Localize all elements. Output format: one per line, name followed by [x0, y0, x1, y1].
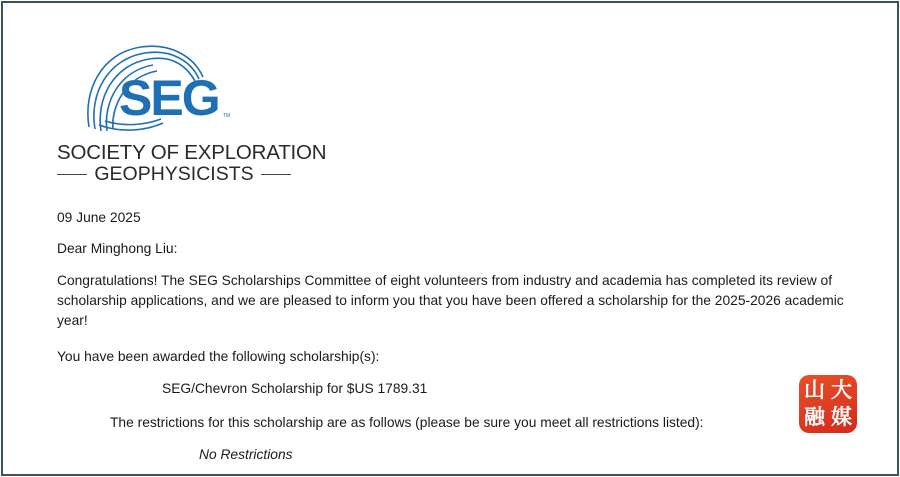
scholarship-name: SEG/Chevron Scholarship for $US 1789.31 [162, 381, 428, 396]
salutation: Dear Minghong Liu: [57, 241, 178, 256]
watermark-char: 媒 [831, 405, 852, 429]
seg-globe-logo [81, 41, 231, 137]
letter-page [1, 1, 899, 476]
divider-left [57, 174, 87, 176]
org-name-line2-text: GEOPHYSICISTS [94, 163, 254, 185]
awarded-intro: You have been awarded the following scholarship(s): [57, 349, 380, 364]
org-name-line2 [57, 163, 291, 186]
restrictions-intro: The restrictions for this scholarship are as follows (please be sure you meet all restrictions listed): [110, 415, 704, 430]
trademark-mark: TM [223, 113, 231, 119]
letter-body: Congratulations! The SEG Scholarships Committee of eight volunteers from industry and academia has completed its review of scholarship applications, and we are pleased to inform you that you have been offered a scholarship for the 2025-2026 academic year! [57, 273, 844, 328]
seg-acronym: SEG [119, 70, 219, 126]
restrictions-value: No Restrictions [199, 447, 293, 462]
watermark-char: 山 [804, 378, 825, 402]
watermark-char: 大 [831, 378, 852, 402]
divider-right [261, 174, 291, 176]
org-name-line1: SOCIETY OF EXPLORATION [57, 141, 327, 164]
watermark-char: 融 [804, 405, 825, 429]
watermark-badge [799, 375, 857, 433]
letter-date: 09 June 2025 [57, 210, 141, 225]
